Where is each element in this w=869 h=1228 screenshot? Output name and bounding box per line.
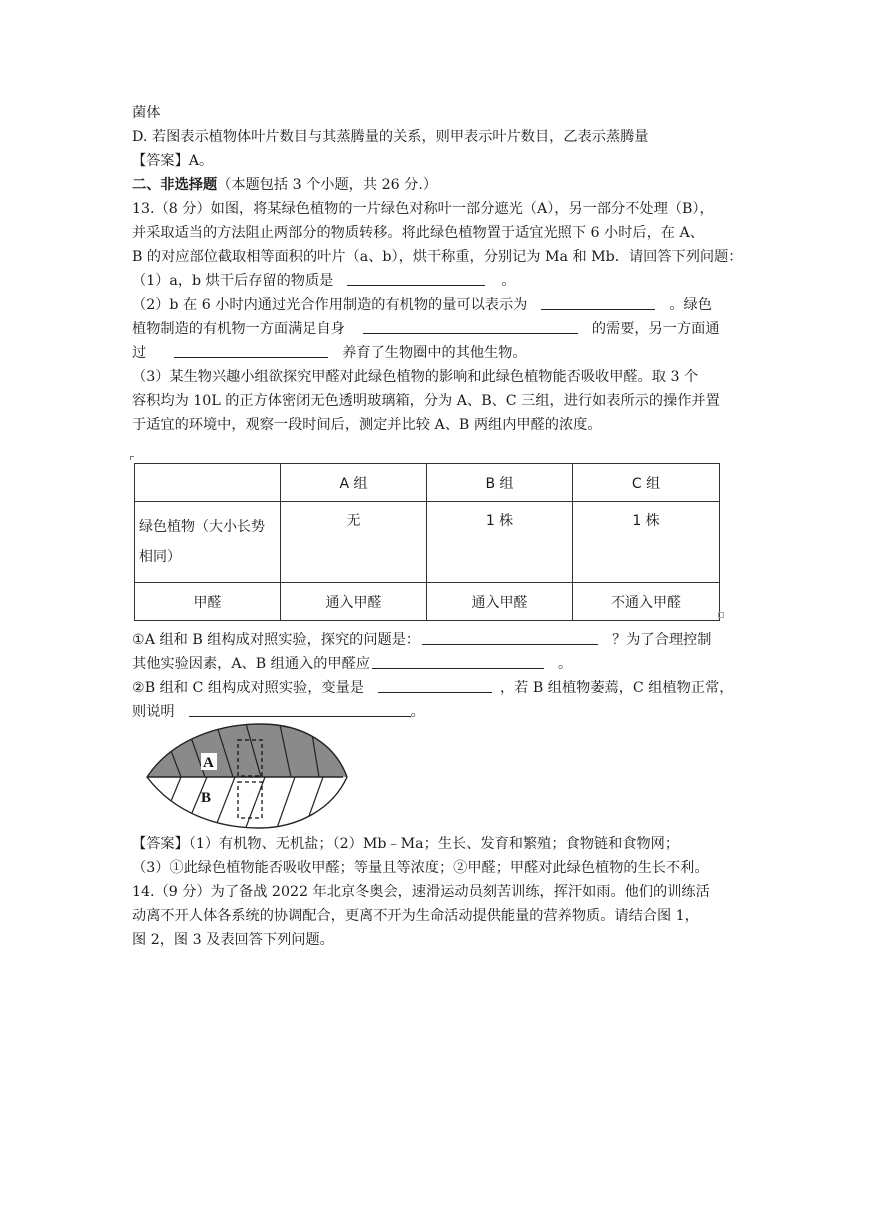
question-line [132,630,711,650]
text-line: 动离不开人体各系统的协调配合，更离不开为生命活动提供能量的营养物质。请结合图 1， [132,908,699,924]
table-row [135,583,720,621]
question-13-line: 13.（8 分）如图，将某绿色植物的一片绿色对称叶一部分遮光（A），另一部分不处理（B）， [132,201,714,217]
text-line: B 的对应部位截取相等面积的叶片（a、b），烘干称重，分别记为 Ma 和 Mb．请回答下列问题： [132,249,743,265]
text-line: 图 2，图 3 及表回答下列问题。 [132,932,334,948]
text-line: （3）某生物兴趣小组欲探究甲醛对此绿色植物的影响和此绿色植物能否吸收甲醛。取 3 个 [132,369,699,385]
question-line [132,678,733,698]
table-row-label: 甲醛 [135,583,281,621]
question-14-line: 14.（9 分）为了备战 2022 年北京冬奥会，速滑运动员刻苦训练，挥汗如雨。他们的训练活 [132,884,710,900]
punct: 。 [558,656,573,672]
answer-blank[interactable] [378,678,492,693]
section-heading [132,175,437,195]
answer-blank[interactable] [363,319,578,334]
table-header-cell [135,464,281,502]
table-cell: 不通入甲醛 [573,583,720,621]
table-row-label [135,502,281,583]
question-text: 则说明 [132,704,175,720]
question-text: （1）a，b 烘干后存留的物质是 [132,273,334,289]
answer-blank[interactable] [541,295,655,310]
experiment-table [134,463,720,621]
table-header-row [135,464,720,502]
leaf-diagram [143,720,353,832]
text-line: 并采取适当的方法阻止两部分的物质转移。将此绿色植物置于适宜光照下 6 小时后，在 A、 [132,225,704,241]
label-b: B [201,790,212,806]
table-cell: 通入甲醛 [281,583,427,621]
label-line: 相同） [139,549,181,565]
question-text: 过 [132,345,147,361]
answer-blank[interactable] [347,271,485,286]
answer-line: 【答案】（1）有机物、无机盐；（2）Mb﹣Ma；生长、发育和繁殖；食物链和食物网； [132,836,680,852]
answer-blank[interactable] [422,630,598,645]
table-cell: 无 [281,502,427,583]
text-line: D. 若图表示植物体叶片数目与其蒸腾量的关系，则甲表示叶片数目，乙表示蒸腾量 [132,129,649,145]
question-line [132,343,527,363]
table-corner-mark [130,456,134,460]
answer-blank[interactable] [372,654,544,669]
punct: 。 [410,704,425,720]
question-line [132,702,425,722]
label-line: 绿色植物（大小长势 [139,519,265,535]
table-corner-mark [718,612,724,618]
answer-blank[interactable] [174,343,328,358]
punct: 。 [501,273,516,289]
question-text: 的需要，另一方面通 [591,321,720,337]
table-cell: 通入甲醛 [427,583,573,621]
sample-box-b [238,782,262,818]
question-text: （2）b 在 6 小时内通过光合作用制造的有机物的量可以表示为 [132,297,528,313]
question-text: ①A 组和 B 组构成对照实验，探究的问题是： [132,632,421,648]
question-text: 其他实验因素，A、B 组通入的甲醛应 [132,656,370,672]
table-header-cell: B 组 [427,464,573,502]
text-line: 菌体 [132,105,161,121]
question-text: ？为了合理控制 [612,632,712,648]
question-text: 养育了生物圈中的其他生物。 [342,345,527,361]
question-line [132,319,720,339]
table-cell: 1 株 [573,502,720,583]
text-line: 容积均为 10L 的正方体密闭无色透明玻璃箱，分为 A、B、C 三组，进行如表所示的操作并置 [132,393,720,409]
text-line: 于适宜的环境中，观察一段时间后，测定并比较 A、B 两组内甲醛的浓度。 [132,417,602,433]
table-header-cell: A 组 [281,464,427,502]
answer-line: （3）①此绿色植物能否吸收甲醛；等量且等浓度；②甲醛；甲醛对此绿色植物的生长不利。 [132,860,709,876]
question-text: 。绿色 [669,297,712,313]
question-text: ，若 B 组植物萎蔫，C 组植物正常， [499,680,734,696]
answer-line: 【答案】A。 [132,153,214,169]
question-text: ②B 组和 C 组构成对照实验，变量是 [132,680,364,696]
answer-blank[interactable] [189,702,411,717]
label-a: A [203,755,214,771]
question-line [132,295,712,315]
section-title: 二、非选择题 [132,177,218,193]
question-line [132,271,516,291]
table-row [135,502,720,583]
section-note: （本题包括 3 个小题，共 26 分.） [217,177,438,193]
question-text: 植物制造的有机物一方面满足自身 [132,321,345,337]
question-line [132,654,572,674]
shaded-leaf-half [147,724,347,777]
table-cell: 1 株 [427,502,573,583]
table-header-cell: C 组 [573,464,720,502]
